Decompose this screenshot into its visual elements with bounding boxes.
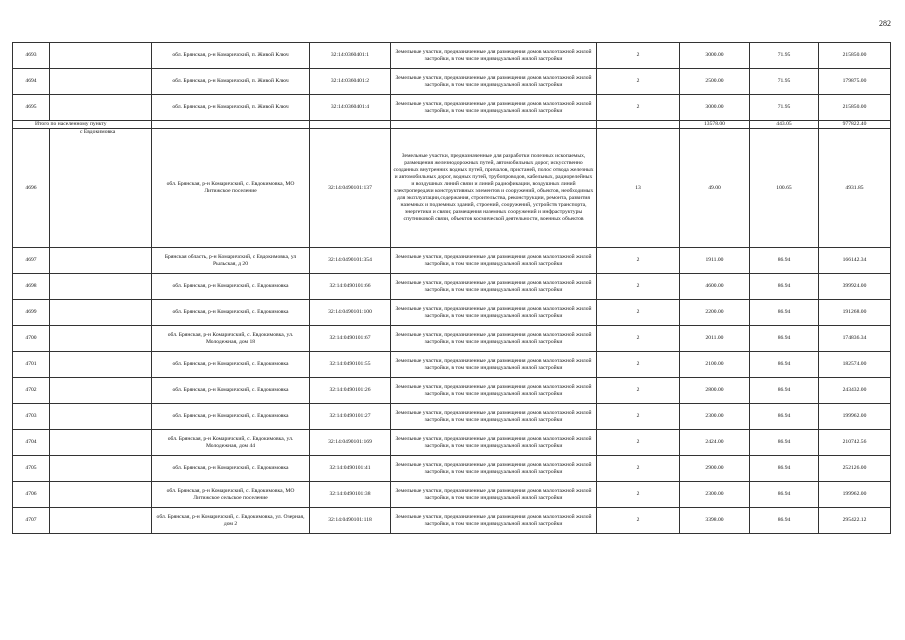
row-address: обл. Брянская, р-н Комаричский, с. Евдокимовка [152,404,310,430]
row-cadastral-number: 32:14:0490101:38 [310,482,391,508]
row-value: 399924.00 [819,274,891,300]
row-address: обл. Брянская, р-н Комаричский, с. Евдокимовка [152,300,310,326]
row-group: 2 [597,274,680,300]
row-cadastral-number: 32:14:0490101:118 [310,508,391,534]
row-area: 2800.00 [680,378,750,404]
table-row [13,352,891,378]
row-number: 4693 [13,43,50,69]
table-row [13,95,891,121]
row-area: 4600.00 [680,274,750,300]
row-land-use: Земельные участки, предназначенные для размещения домов малоэтажной жилой застройки, в том числе индивидуальной жилой застройки [391,300,597,326]
row-area: 3398.00 [680,508,750,534]
locality-name: с Евдокимовка [50,129,152,248]
row-land-use: Земельные участки, предназначенные для размещения домов малоэтажной жилой застройки, в том числе индивидуальной жилой застройки [391,69,597,95]
row-land-use: Земельные участки, предназначенные для размещения домов малоэтажной жилой застройки, в том числе индивидуальной жилой застройки [391,43,597,69]
row-area: 2500.00 [680,69,750,95]
row-empty-cell [50,508,152,534]
table-row [13,378,891,404]
row-number: 4706 [13,482,50,508]
row-address: обл. Брянская, р-н Комаричский, с. Евдокимовка [152,378,310,404]
row-cadastral-number: 32:14:0490101:27 [310,404,391,430]
subtotal-value: 977822.40 [819,121,891,129]
row-empty-cell [50,378,152,404]
row-value: 191268.00 [819,300,891,326]
table-row [13,404,891,430]
row-cadastral-number: 32:14:0490101:41 [310,456,391,482]
row-group: 2 [597,482,680,508]
row-address: обл. Брянская, р-н Комаричский, с. Евдокимовка, МО Литижское сельское поселение [152,482,310,508]
page-number: 282 [879,19,891,28]
row-cadastral-number: 32:14:0490101:55 [310,352,391,378]
row-land-use: Земельные участки, предназначенные для размещения домов малоэтажной жилой застройки, в том числе индивидуальной жилой застройки [391,456,597,482]
row-value: 4931.85 [819,129,891,248]
row-number: 4705 [13,456,50,482]
row-number: 4701 [13,352,50,378]
row-empty-cell [50,456,152,482]
row-group: 2 [597,248,680,274]
row-address: обл. Брянская, р-н Комаричский, с. Евдокимовка, МО Литижское поселение [152,129,310,248]
row-cadastral-number: 32:14:0490101:26 [310,378,391,404]
table-row [13,430,891,456]
table-row [13,248,891,274]
row-empty-cell [50,69,152,95]
table-row [13,300,891,326]
subtotal-area: 13578.00 [680,121,750,129]
row-rate: 86.94 [750,352,819,378]
row-cadastral-number: 32:14:0360401:2 [310,69,391,95]
row-value: 215850.00 [819,95,891,121]
row-empty-cell [50,43,152,69]
row-group: 2 [597,300,680,326]
row-value: 199962.00 [819,482,891,508]
subtotal-rate: 443.05 [750,121,819,129]
row-group: 2 [597,43,680,69]
subtotal-row [13,121,891,129]
row-address: обл. Брянская, р-н Комаричский, с. Евдокимовка [152,352,310,378]
row-number: 4698 [13,274,50,300]
row-address: обл. Брянская, р-н Комаричский, п. Живой Ключ [152,95,310,121]
row-cadastral-number: 32:14:0490101:354 [310,248,391,274]
row-area: 2200.00 [680,300,750,326]
table-row [13,456,891,482]
row-value: 174836.34 [819,326,891,352]
row-land-use: Земельные участки, предназначенные для размещения домов малоэтажной жилой застройки, в том числе индивидуальной жилой застройки [391,430,597,456]
row-value: 243432.00 [819,378,891,404]
row-rate: 100.65 [750,129,819,248]
row-number: 4707 [13,508,50,534]
subtotal-label: Итого по населенному пункту [13,121,152,129]
row-land-use: Земельные участки, предназначенные для размещения домов малоэтажной жилой застройки, в том числе индивидуальной жилой застройки [391,508,597,534]
row-area: 2100.00 [680,352,750,378]
table-row [13,129,891,248]
row-area: 3000.00 [680,43,750,69]
row-area: 1911.00 [680,248,750,274]
row-address: обл. Брянская, р-н Комаричский, с. Евдокимовка [152,456,310,482]
row-group: 2 [597,352,680,378]
table-body-bottom [13,248,891,534]
row-number: 4700 [13,326,50,352]
row-address: обл. Брянская, р-н Комаричский, п. Живой Ключ [152,43,310,69]
row-land-use: Земельные участки, предназначенные для разработки полезных ископаемых, размещения железнодорожных путей, автомобильных дорог, искусственно созданных внутренних водных путей, причалов, пристаней, полос отвода железных и автомобильных дорог, водных путей, трубопроводов, кабельных, радиорелейных и воздушных линий связи и линий радиофикации, воздушных линий электропередачи конструктивных элементов и сооружений, объектов, необходимых для эксплуатации,содержания, строительства, реконструкции, ремонта, развития наземных и подземных зданий, строений, сооружений, устройств транспорта, энергетики и связи; размещения наземных сооружений и инфраструктуры спутниковой связи, объектов космической деятельности, военных объектов [391,129,597,248]
row-empty-cell [50,404,152,430]
row-address: обл. Брянская, р-н Комаричский, с. Евдокимовка, ул. Молодежная, дом 18 [152,326,310,352]
row-rate: 86.94 [750,482,819,508]
row-value: 182574.00 [819,352,891,378]
table-row [13,43,891,69]
table-row [13,482,891,508]
row-land-use: Земельные участки, предназначенные для размещения домов малоэтажной жилой застройки, в том числе индивидуальной жилой застройки [391,482,597,508]
subtotal-empty-address [152,121,310,129]
row-rate: 86.94 [750,508,819,534]
row-number: 4694 [13,69,50,95]
row-rate: 86.94 [750,248,819,274]
row-area: 49.00 [680,129,750,248]
row-value: 199962.00 [819,404,891,430]
row-cadastral-number: 32:14:0490101:169 [310,430,391,456]
row-land-use: Земельные участки, предназначенные для размещения домов малоэтажной жилой застройки, в том числе индивидуальной жилой застройки [391,352,597,378]
row-rate: 71.95 [750,95,819,121]
row-group: 2 [597,404,680,430]
row-cadastral-number: 32:14:0490101:66 [310,274,391,300]
row-rate: 86.94 [750,378,819,404]
row-land-use: Земельные участки, предназначенные для размещения домов малоэтажной жилой застройки, в том числе индивидуальной жилой застройки [391,248,597,274]
row-cadastral-number: 32:14:0360401:4 [310,95,391,121]
row-group: 2 [597,508,680,534]
table-row [13,508,891,534]
table-body-top [13,43,891,121]
row-value: 295422.12 [819,508,891,534]
row-value: 166142.34 [819,248,891,274]
row-number: 4703 [13,404,50,430]
row-group: 2 [597,326,680,352]
table-row [13,326,891,352]
row-cadastral-number: 32:14:0360401:1 [310,43,391,69]
row-land-use: Земельные участки, предназначенные для размещения домов малоэтажной жилой застройки, в том числе индивидуальной жилой застройки [391,274,597,300]
row-address: обл. Брянская, р-н Комаричский, с. Евдокимовка, ул. Молодежная, дом 44 [152,430,310,456]
row-cadastral-number: 32:14:0490101:100 [310,300,391,326]
row-group: 2 [597,430,680,456]
subtotal-empty-group [597,121,680,129]
row-empty-cell [50,352,152,378]
row-group: 2 [597,69,680,95]
row-area: 3000.00 [680,95,750,121]
row-empty-cell [50,248,152,274]
row-address: обл. Брянская, р-н Комаричский, п. Живой Ключ [152,69,310,95]
row-land-use: Земельные участки, предназначенные для размещения домов малоэтажной жилой застройки, в том числе индивидуальной жилой застройки [391,404,597,430]
row-land-use: Земельные участки, предназначенные для размещения домов малоэтажной жилой застройки, в том числе индивидуальной жилой застройки [391,378,597,404]
row-rate: 86.94 [750,326,819,352]
row-number: 4697 [13,248,50,274]
row-value: 215850.00 [819,43,891,69]
row-number: 4696 [13,129,50,248]
row-land-use: Земельные участки, предназначенные для размещения домов малоэтажной жилой застройки, в том числе индивидуальной жилой застройки [391,326,597,352]
row-number: 4695 [13,95,50,121]
row-rate: 86.94 [750,430,819,456]
row-area: 2424.00 [680,430,750,456]
row-area: 2011.00 [680,326,750,352]
row-empty-cell [50,274,152,300]
row-number: 4704 [13,430,50,456]
row-address: Брянская область, р-н Комаричский, с Евдокимовка, ул Рыльская, д 20 [152,248,310,274]
row-number: 4702 [13,378,50,404]
row-empty-cell [50,95,152,121]
subtotal-empty-use [391,121,597,129]
row-value: 210742.56 [819,430,891,456]
row-value: 179875.00 [819,69,891,95]
row-cadastral-number: 32:14:0490101:137 [310,129,391,248]
cadastral-value-table [12,42,891,534]
row-address: обл. Брянская, р-н Комаричский, с. Евдокимовка [152,274,310,300]
row-empty-cell [50,326,152,352]
row-empty-cell [50,300,152,326]
row-rate: 71.95 [750,43,819,69]
row-rate: 86.94 [750,300,819,326]
table-row [13,274,891,300]
row-address: обл. Брянская, р-н Комаричский, с. Евдокимовка, ул. Озерная, дом 2 [152,508,310,534]
subtotal-empty-cadastral [310,121,391,129]
row-empty-cell [50,482,152,508]
row-land-use: Земельные участки, предназначенные для размещения домов малоэтажной жилой застройки, в том числе индивидуальной жилой застройки [391,95,597,121]
row-rate: 71.95 [750,69,819,95]
row-rate: 86.94 [750,274,819,300]
row-group: 2 [597,95,680,121]
row-group: 2 [597,378,680,404]
row-number: 4699 [13,300,50,326]
table-row [13,69,891,95]
row-group: 2 [597,456,680,482]
row-cadastral-number: 32:14:0490101:67 [310,326,391,352]
row-area: 2300.00 [680,482,750,508]
row-empty-cell [50,430,152,456]
row-rate: 86.94 [750,404,819,430]
row-area: 2300.00 [680,404,750,430]
row-rate: 86.94 [750,456,819,482]
row-value: 252126.00 [819,456,891,482]
row-group: 13 [597,129,680,248]
row-area: 2900.00 [680,456,750,482]
